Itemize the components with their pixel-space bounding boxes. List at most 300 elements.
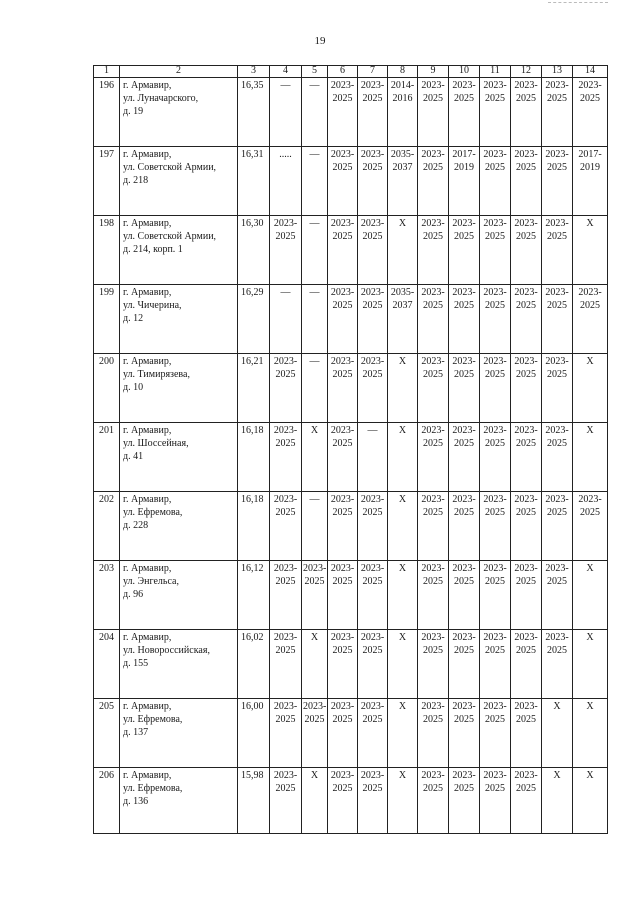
- col-8-cell-line: 2016: [392, 93, 413, 104]
- col-10-cell-line: 2019: [454, 162, 474, 173]
- col-9-cell-line: 2025: [423, 576, 443, 587]
- col-5-cell-line: —: [309, 356, 320, 367]
- col-6-cell-line: 2025: [332, 93, 353, 104]
- col-6-cell-line: 2025: [332, 369, 353, 380]
- col-13-cell: [542, 216, 573, 285]
- col-9-cell-line: 2023-: [421, 770, 445, 781]
- col-13-cell-line: X: [553, 701, 561, 712]
- col-6-cell: [328, 147, 358, 216]
- col-7-cell-line: 2023-: [360, 218, 385, 229]
- col-12-cell-line: 2025: [516, 231, 536, 242]
- table-row: [94, 699, 608, 768]
- col-9-cell-line: 2025: [423, 438, 443, 449]
- address-cell-line: ул. Энгельса,: [123, 576, 179, 587]
- col-10-cell-line: 2025: [454, 507, 474, 518]
- area-value: 16,02: [238, 630, 270, 699]
- col-4-cell-line: 2025: [275, 645, 296, 656]
- col-13-cell-line: 2023-: [545, 563, 569, 574]
- col-13-cell-line: 2025: [547, 507, 567, 518]
- table-row: [94, 216, 608, 285]
- col-13-cell-line: 2025: [547, 576, 567, 587]
- col-8-cell-line: 2035-: [390, 149, 415, 160]
- col-5-cell-line: X: [310, 770, 319, 781]
- col-10-cell-line: 2023-: [452, 563, 476, 574]
- table-row: [94, 768, 608, 834]
- row-number: 204: [94, 630, 120, 699]
- col-14-cell: [573, 423, 608, 492]
- col-10-cell: [449, 78, 480, 147]
- col-14-cell-line: 2017-: [578, 149, 602, 160]
- address-cell-line: д. 41: [123, 451, 144, 462]
- area-value: 16,29: [238, 285, 270, 354]
- col-5-cell-line: X: [310, 632, 319, 643]
- register-table: [93, 65, 608, 834]
- col-5-cell: [302, 216, 328, 285]
- col-12-cell-line: 2025: [516, 714, 536, 725]
- col-11-cell: [480, 78, 511, 147]
- col-8-cell-line: 2037: [392, 162, 413, 173]
- col-11-cell: [480, 285, 511, 354]
- col-6-cell-line: 2023-: [330, 287, 355, 298]
- col-4-cell-line: 2025: [275, 369, 296, 380]
- col-9-cell-line: 2025: [423, 162, 443, 173]
- col-6-cell-line: 2023-: [330, 563, 355, 574]
- col-5-cell-line: —: [309, 149, 320, 160]
- col-11-cell-line: 2023-: [483, 80, 507, 91]
- col-11-cell-line: 2025: [485, 576, 505, 587]
- col-9-cell-line: 2025: [423, 93, 443, 104]
- col-10-cell: [449, 630, 480, 699]
- col-9-cell-line: 2023-: [421, 494, 445, 505]
- col-6-cell-line: 2023-: [330, 494, 355, 505]
- col-9-cell-line: 2025: [423, 300, 443, 311]
- col-14-cell-line: X: [586, 563, 594, 574]
- col-5-cell-line: —: [309, 494, 320, 505]
- col-10-cell-line: 2023-: [452, 494, 476, 505]
- col-8-cell: [388, 78, 418, 147]
- col-8-cell-line: X: [398, 425, 407, 436]
- col-10-cell-line: 2023-: [452, 701, 476, 712]
- col-13-cell: [542, 78, 573, 147]
- col-13-cell: [542, 699, 573, 768]
- col-4-cell-line: 2025: [275, 507, 296, 518]
- col-9-cell: [418, 354, 449, 423]
- col-12-cell: [511, 492, 542, 561]
- col-11-cell: [480, 768, 511, 834]
- header-cell-4: 4: [270, 66, 302, 78]
- col-8-cell: [388, 354, 418, 423]
- area-value: 16,31: [238, 147, 270, 216]
- col-10-cell: [449, 561, 480, 630]
- col-14-cell-line: 2023-: [578, 80, 602, 91]
- col-10-cell: [449, 492, 480, 561]
- col-7-cell-line: 2023-: [360, 149, 385, 160]
- col-10-cell: [449, 285, 480, 354]
- col-5-cell-line: —: [309, 80, 320, 91]
- row-number: 197: [94, 147, 120, 216]
- col-9-cell-line: 2023-: [421, 149, 445, 160]
- col-7-cell-line: 2023-: [360, 563, 385, 574]
- address-cell-line: ул. Луначарского,: [123, 93, 199, 104]
- col-4-cell-line: 2025: [275, 783, 296, 794]
- col-8-cell: [388, 285, 418, 354]
- address-cell-line: д. 19: [123, 106, 144, 117]
- address-cell-line: г. Армавир,: [123, 563, 172, 574]
- col-12-cell-line: 2025: [516, 369, 536, 380]
- col-8-cell-line: 2037: [392, 300, 413, 311]
- row-number: 200: [94, 354, 120, 423]
- col-11-cell: [480, 630, 511, 699]
- col-6-cell: [328, 216, 358, 285]
- col-13-cell: [542, 561, 573, 630]
- col-14-cell: [573, 492, 608, 561]
- col-12-cell-line: 2025: [516, 576, 536, 587]
- col-11-cell-line: 2025: [485, 438, 505, 449]
- col-9-cell-line: 2023-: [421, 632, 445, 643]
- address-cell-line: д. 10: [123, 382, 144, 393]
- col-4-cell: [270, 354, 302, 423]
- col-12-cell-line: 2025: [516, 783, 536, 794]
- col-7-cell: [358, 354, 388, 423]
- col-7-cell-line: 2025: [362, 369, 383, 380]
- col-14-cell-line: 2025: [580, 300, 600, 311]
- col-7-cell-line: 2025: [362, 93, 383, 104]
- col-12-cell-line: 2025: [516, 645, 536, 656]
- col-12-cell-line: 2023-: [514, 701, 538, 712]
- col-9-cell: [418, 561, 449, 630]
- col-13-cell-line: 2023-: [545, 356, 569, 367]
- col-14-cell-line: 2025: [580, 507, 600, 518]
- address-cell-line: г. Армавир,: [123, 701, 172, 712]
- header-cell-1: 1: [94, 66, 120, 78]
- col-6-cell-line: 2025: [332, 438, 353, 449]
- col-4-cell-line: 2023-: [273, 356, 298, 367]
- col-4-cell: [270, 216, 302, 285]
- address-cell: [120, 699, 238, 768]
- col-13-cell-line: 2023-: [545, 494, 569, 505]
- col-9-cell: [418, 699, 449, 768]
- col-5-cell: [302, 561, 328, 630]
- col-10-cell-line: 2025: [454, 369, 474, 380]
- col-12-cell-line: 2025: [516, 300, 536, 311]
- col-14-cell-line: 2025: [580, 93, 600, 104]
- col-10-cell-line: 2025: [454, 714, 474, 725]
- col-6-cell: [328, 492, 358, 561]
- col-7-cell-line: 2025: [362, 507, 383, 518]
- col-5-cell-line: 2025: [304, 576, 325, 587]
- col-5-cell-line: 2023-: [303, 701, 327, 712]
- col-4-cell: [270, 699, 302, 768]
- col-4-cell-line: 2025: [275, 576, 296, 587]
- col-9-cell-line: 2025: [423, 783, 443, 794]
- address-cell: [120, 216, 238, 285]
- col-12-cell-line: 2025: [516, 93, 536, 104]
- address-cell-line: г. Армавир,: [123, 632, 172, 643]
- col-10-cell-line: 2023-: [452, 287, 476, 298]
- col-7-cell-line: 2025: [362, 576, 383, 587]
- col-8-cell-line: X: [398, 563, 407, 574]
- area-value: 16,12: [238, 561, 270, 630]
- col-4-cell: [270, 492, 302, 561]
- col-14-cell-line: X: [586, 425, 594, 436]
- table-body: [94, 78, 608, 834]
- col-6-cell: [328, 561, 358, 630]
- col-10-cell-line: 2025: [454, 300, 474, 311]
- col-12-cell: [511, 699, 542, 768]
- col-13-cell-line: 2025: [547, 438, 567, 449]
- col-4-cell-line: 2023-: [273, 770, 298, 781]
- col-11-cell-line: 2023-: [483, 149, 507, 160]
- col-10-cell-line: 2023-: [452, 218, 476, 229]
- col-13-cell: [542, 423, 573, 492]
- row-number: 196: [94, 78, 120, 147]
- col-12-cell: [511, 216, 542, 285]
- col-11-cell: [480, 147, 511, 216]
- table-row: [94, 147, 608, 216]
- col-7-cell-line: 2025: [362, 783, 383, 794]
- table-row: [94, 78, 608, 147]
- col-14-cell: [573, 768, 608, 834]
- col-14-cell-line: X: [586, 701, 594, 712]
- col-12-cell-line: 2023-: [514, 425, 538, 436]
- area-value: 16,35: [238, 78, 270, 147]
- col-10-cell: [449, 216, 480, 285]
- address-cell-line: д. 136: [123, 796, 149, 807]
- col-14-cell: [573, 354, 608, 423]
- col-6-cell-line: 2025: [332, 300, 353, 311]
- col-7-cell-line: 2025: [362, 231, 383, 242]
- col-10-cell: [449, 768, 480, 834]
- col-8-cell: [388, 147, 418, 216]
- col-11-cell-line: 2025: [485, 93, 505, 104]
- col-7-cell-line: 2025: [362, 714, 383, 725]
- col-13-cell: [542, 768, 573, 834]
- col-5-cell: [302, 630, 328, 699]
- col-5-cell: [302, 492, 328, 561]
- col-9-cell: [418, 147, 449, 216]
- col-14-cell-line: X: [586, 770, 594, 781]
- header-cell-12: 12: [511, 66, 542, 78]
- col-11-cell-line: 2023-: [483, 356, 507, 367]
- col-6-cell-line: 2023-: [330, 80, 355, 91]
- col-7-cell: [358, 630, 388, 699]
- col-13-cell: [542, 630, 573, 699]
- col-11-cell-line: 2025: [485, 714, 505, 725]
- table-row: [94, 354, 608, 423]
- address-cell-line: ул. Ефремова,: [123, 714, 183, 725]
- col-13-cell-line: 2023-: [545, 80, 569, 91]
- col-12-cell: [511, 561, 542, 630]
- address-cell-line: д. 96: [123, 589, 144, 600]
- col-6-cell-line: 2023-: [330, 770, 355, 781]
- col-11-cell: [480, 492, 511, 561]
- col-8-cell-line: X: [398, 494, 407, 505]
- table-row: [94, 492, 608, 561]
- table-row: [94, 561, 608, 630]
- col-7-cell: [358, 78, 388, 147]
- col-7-cell-line: 2023-: [360, 356, 385, 367]
- col-6-cell: [328, 699, 358, 768]
- col-13-cell: [542, 354, 573, 423]
- address-cell-line: д. 137: [123, 727, 149, 738]
- col-12-cell: [511, 147, 542, 216]
- header-cell-5: 5: [302, 66, 328, 78]
- address-cell-line: г. Армавир,: [123, 218, 172, 229]
- col-9-cell-line: 2025: [423, 231, 443, 242]
- col-14-cell: [573, 216, 608, 285]
- col-8-cell-line: X: [398, 701, 407, 712]
- col-4-cell-line: 2025: [275, 231, 296, 242]
- row-number: 202: [94, 492, 120, 561]
- col-11-cell-line: 2023-: [483, 425, 507, 436]
- col-13-cell-line: X: [553, 770, 561, 781]
- col-13-cell-line: 2025: [547, 231, 567, 242]
- address-cell-line: д. 214, корп. 1: [123, 244, 183, 255]
- col-6-cell-line: 2025: [332, 507, 353, 518]
- col-9-cell: [418, 768, 449, 834]
- col-7-cell: [358, 285, 388, 354]
- address-cell-line: г. Армавир,: [123, 356, 172, 367]
- col-11-cell-line: 2023-: [483, 494, 507, 505]
- col-8-cell-line: X: [398, 218, 407, 229]
- area-value: 16,18: [238, 423, 270, 492]
- col-8-cell: [388, 423, 418, 492]
- table-row: [94, 630, 608, 699]
- col-6-cell: [328, 354, 358, 423]
- col-10-cell-line: 2023-: [452, 632, 476, 643]
- col-10-cell-line: 2023-: [452, 80, 476, 91]
- col-12-cell-line: 2023-: [514, 632, 538, 643]
- header-cell-14: 14: [573, 66, 608, 78]
- col-6-cell-line: 2023-: [330, 149, 355, 160]
- col-7-cell-line: —: [367, 425, 378, 436]
- col-11-cell: [480, 699, 511, 768]
- address-cell-line: ул. Тимирязева,: [123, 369, 190, 380]
- col-10-cell-line: 2025: [454, 576, 474, 587]
- header-cell-13: 13: [542, 66, 573, 78]
- col-4-cell-line: —: [280, 80, 291, 91]
- col-14-cell: [573, 630, 608, 699]
- col-7-cell: [358, 561, 388, 630]
- col-12-cell-line: 2023-: [514, 563, 538, 574]
- col-11-cell-line: 2025: [485, 369, 505, 380]
- col-13-cell-line: 2023-: [545, 149, 569, 160]
- col-4-cell-line: —: [280, 287, 291, 298]
- col-6-cell-line: 2023-: [330, 425, 355, 436]
- col-5-cell: [302, 285, 328, 354]
- col-14-cell: [573, 147, 608, 216]
- col-7-cell: [358, 768, 388, 834]
- col-4-cell: [270, 768, 302, 834]
- col-14-cell: [573, 285, 608, 354]
- header-cell-10: 10: [449, 66, 480, 78]
- col-14-cell: [573, 561, 608, 630]
- col-7-cell-line: 2023-: [360, 701, 385, 712]
- row-number: 203: [94, 561, 120, 630]
- col-9-cell-line: 2023-: [421, 356, 445, 367]
- area-value: 16,18: [238, 492, 270, 561]
- table-row: [94, 285, 608, 354]
- col-9-cell-line: 2025: [423, 507, 443, 518]
- col-4-cell-line: 2025: [275, 438, 296, 449]
- col-9-cell: [418, 285, 449, 354]
- col-6-cell: [328, 423, 358, 492]
- col-5-cell: [302, 768, 328, 834]
- col-11-cell-line: 2023-: [483, 770, 507, 781]
- address-cell-line: ул. Ефремова,: [123, 507, 183, 518]
- col-7-cell-line: 2023-: [360, 287, 385, 298]
- address-cell: [120, 492, 238, 561]
- col-11-cell-line: 2025: [485, 783, 505, 794]
- col-9-cell: [418, 216, 449, 285]
- col-11-cell: [480, 354, 511, 423]
- address-cell-line: д. 155: [123, 658, 149, 669]
- col-12-cell-line: 2025: [516, 162, 536, 173]
- col-8-cell: [388, 216, 418, 285]
- col-9-cell-line: 2023-: [421, 218, 445, 229]
- col-13-cell-line: 2023-: [545, 218, 569, 229]
- col-12-cell-line: 2025: [516, 507, 536, 518]
- address-cell: [120, 285, 238, 354]
- col-10-cell-line: 2025: [454, 93, 474, 104]
- col-7-cell: [358, 492, 388, 561]
- address-cell-line: д. 228: [123, 520, 149, 531]
- col-14-cell-line: 2023-: [578, 494, 602, 505]
- col-13-cell-line: 2023-: [545, 425, 569, 436]
- address-cell-line: д. 12: [123, 313, 144, 324]
- col-6-cell: [328, 78, 358, 147]
- col-10-cell-line: 2025: [454, 645, 474, 656]
- address-cell-line: ул. Новороссийская,: [123, 645, 210, 656]
- header-cell-3: 3: [238, 66, 270, 78]
- col-10-cell: [449, 354, 480, 423]
- col-9-cell-line: 2023-: [421, 563, 445, 574]
- header-cell-11: 11: [480, 66, 511, 78]
- col-8-cell: [388, 699, 418, 768]
- col-8-cell-line: 2014-: [390, 80, 415, 91]
- col-7-cell: [358, 699, 388, 768]
- col-10-cell: [449, 699, 480, 768]
- row-number: 198: [94, 216, 120, 285]
- col-12-cell-line: 2023-: [514, 356, 538, 367]
- col-11-cell-line: 2023-: [483, 632, 507, 643]
- header-cell-6: 6: [328, 66, 358, 78]
- col-13-cell-line: 2025: [547, 645, 567, 656]
- table-row: [94, 423, 608, 492]
- scan-mark: [548, 2, 608, 9]
- address-cell-line: ул. Чичерина,: [123, 300, 182, 311]
- col-14-cell-line: X: [586, 218, 594, 229]
- col-12-cell-line: 2023-: [514, 770, 538, 781]
- row-number: 206: [94, 768, 120, 834]
- area-value: 16,21: [238, 354, 270, 423]
- col-12-cell-line: 2023-: [514, 80, 538, 91]
- col-8-cell: [388, 561, 418, 630]
- col-4-cell: [270, 285, 302, 354]
- col-6-cell-line: 2023-: [330, 632, 355, 643]
- col-13-cell-line: 2025: [547, 93, 567, 104]
- col-6-cell: [328, 285, 358, 354]
- col-10-cell-line: 2023-: [452, 356, 476, 367]
- col-13-cell-line: 2025: [547, 162, 567, 173]
- address-cell-line: ул. Ефремова,: [123, 783, 183, 794]
- header-cell-9: 9: [418, 66, 449, 78]
- col-8-cell-line: 2035-: [390, 287, 415, 298]
- col-4-cell: [270, 78, 302, 147]
- col-9-cell-line: 2025: [423, 369, 443, 380]
- address-cell: [120, 147, 238, 216]
- col-13-cell: [542, 285, 573, 354]
